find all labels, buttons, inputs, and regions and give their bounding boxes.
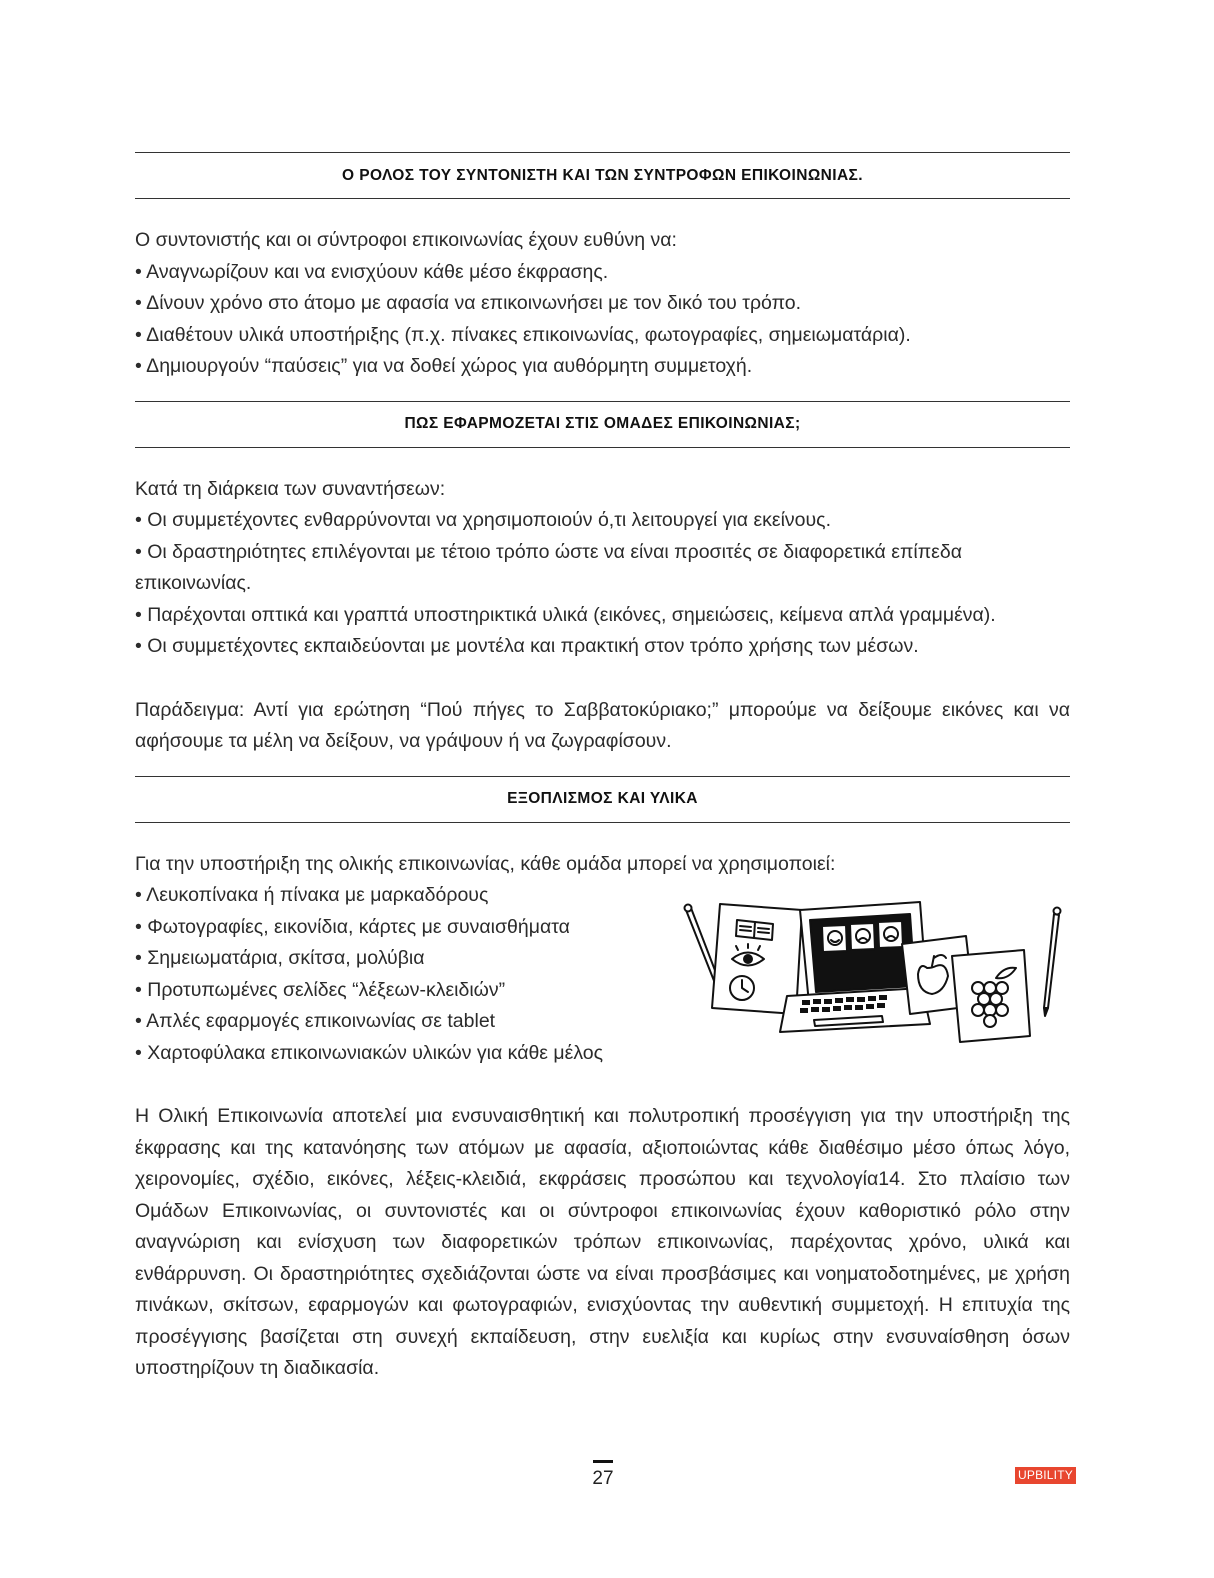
page-number-bar <box>593 1460 613 1463</box>
bullet-item: • Οι συμμετέχοντες ενθαρρύνονται να χρησιμοποιούν ό,τι λειτουργεί για εκείνους. <box>135 509 831 531</box>
bullet-item: • Χαρτοφύλακα επικοινωνιακών υλικών για κάθε μέλος <box>135 1041 604 1064</box>
pencil-icon <box>1044 907 1061 1016</box>
section-intro: Κατά τη διάρκεια των συναντήσεων: <box>135 477 446 500</box>
bullet-item: • Απλές εφαρμογές επικοινωνίας σε tablet <box>135 1010 496 1032</box>
bullet-item: • Λευκοπίνακα ή πίνακα με μαρκαδόρους <box>135 884 489 906</box>
bullet-item: • Οι συμμετέχοντες εκπαιδεύονται με μοντέλα και πρακτική στον τρόπο χρήσης των μέσων. <box>135 635 919 657</box>
brand-logo: UPBILITY <box>1015 1467 1076 1484</box>
bullet-item: • Δημιουργούν “παύσεις” για να δοθεί χώρος για αυθόρμητη συμμετοχή. <box>135 355 753 377</box>
equipment-block <box>135 849 1070 1070</box>
section-intro: Ο συντονιστής και οι σύντροφοι επικοινωνίας έχουν ευθύνη να: <box>135 229 677 251</box>
example-paragraph: Παράδειγμα: Αντί για ερώτηση “Πού πήγες το Σαββατοκύριακο;” μπορούμε να δείξουμε εικόνες και να αφήσουμε τα μέλη να δείξουν, να γράψουν ή να ζωγραφίσουν. <box>135 698 1070 752</box>
clock-icon <box>730 976 754 1000</box>
section-body-role <box>135 225 1070 383</box>
eye-icon <box>732 944 764 966</box>
summary-paragraph: Η Ολική Επικοινωνία αποτελεί μια ενσυναισθητική και πολυτροπική προσέγγιση για την υποστήριξη της έκφρασης και της κατανόησης των ατόμων με αφασία, αξιοποιώντας κάθε διαθέσιμο μέσο όπως λόγο, χειρονομίες, σχέδιο, εικόνες, λέξεις-κλειδιά, εκφράσεις προσώπου και τεχνολογία14. Στο πλαίσιο των Ομάδων Επικοινωνίας, οι συντονιστές και οι σύντροφοι επικοινωνίας έχουν καθοριστικό ρόλο στην αναγνώριση και ενίσχυση των διαφορετικών τρόπων επικοινωνίας, παρέχοντας χρόνο, υλικά και ενθάρρυνση. Οι δραστηριότητες σχεδιάζονται ώστε να είναι προσβάσιμες και νοηματοδοτημένες, με χρήση πινάκων, σκίτσων, εφαρμογών και φωτογραφιών, ενισχύοντας την αυθεντική συμμετοχή. Η επιτυχία της προσέγγισης βασίζεται στη συνεχή εκπαίδευση, στην ευελιξία και κυρίως στην ενσυναίσθηση όσων υποστηρίζουν τη διαδικασία. <box>135 1105 1070 1379</box>
section-heading-equipment: ΕΞΟΠΛΙΣΜΟΣ ΚΑΙ ΥΛΙΚΑ <box>135 776 1070 823</box>
bullet-item: • Οι δραστηριότητες επιλέγονται με τέτοιο τρόπο ώστε να είναι προσιτές σε διαφορετικά επίπεδα επικοινωνίας. <box>135 540 963 594</box>
bullet-item: • Παρέχονται οπτικά και γραπτά υποστηρικτικά υλικά (εικόνες, σημειώσεις, κείμενα απλά γραμμένα). <box>135 603 996 626</box>
section-intro: Για την υποστήριξη της ολικής επικοινωνίας, κάθε ομάδα μπορεί να χρησιμοποιεί: <box>135 852 836 875</box>
section-body-application <box>135 474 1070 663</box>
bullet-item: • Σημειωματάρια, σκίτσα, μολύβια <box>135 947 425 969</box>
communication-materials-illustration <box>682 896 1075 1046</box>
emotion-faces-icon <box>822 921 903 952</box>
bullet-item: • Προτυπωμένες σελίδες “λέξεων-κλειδιών” <box>135 978 506 1001</box>
bullet-item: • Δίνουν χρόνο στο άτομο με αφασία να επικοινωνήσει με τον δικό του τρόπο. <box>135 292 802 314</box>
page-content <box>135 152 1070 1385</box>
page-number: 27 <box>592 1468 614 1489</box>
bullet-item: • Διαθέτουν υλικά υποστήριξης (π.χ. πίνακες επικοινωνίας, φωτογραφίες, σημειωματάρια). <box>135 323 911 346</box>
bullet-item: • Φωτογραφίες, εικονίδια, κάρτες με συναισθήματα <box>135 915 570 938</box>
section-heading-role: Ο ΡΟΛΟΣ ΤΟΥ ΣΥΝΤΟΝΙΣΤΗ ΚΑΙ ΤΩΝ ΣΥΝΤΡΟΦΩΝ ΕΠΙΚΟΙΝΩΝΙΑΣ. <box>135 152 1070 199</box>
grapes-card <box>952 950 1030 1042</box>
bullet-item: • Αναγνωρίζουν και να ενισχύουν κάθε μέσο έκφρασης. <box>135 260 609 283</box>
section-heading-application: ΠΩΣ ΕΦΑΡΜΟΖΕΤΑΙ ΣΤΙΣ ΟΜΑΔΕΣ ΕΠΙΚΟΙΝΩΝΙΑΣ; <box>135 401 1070 448</box>
